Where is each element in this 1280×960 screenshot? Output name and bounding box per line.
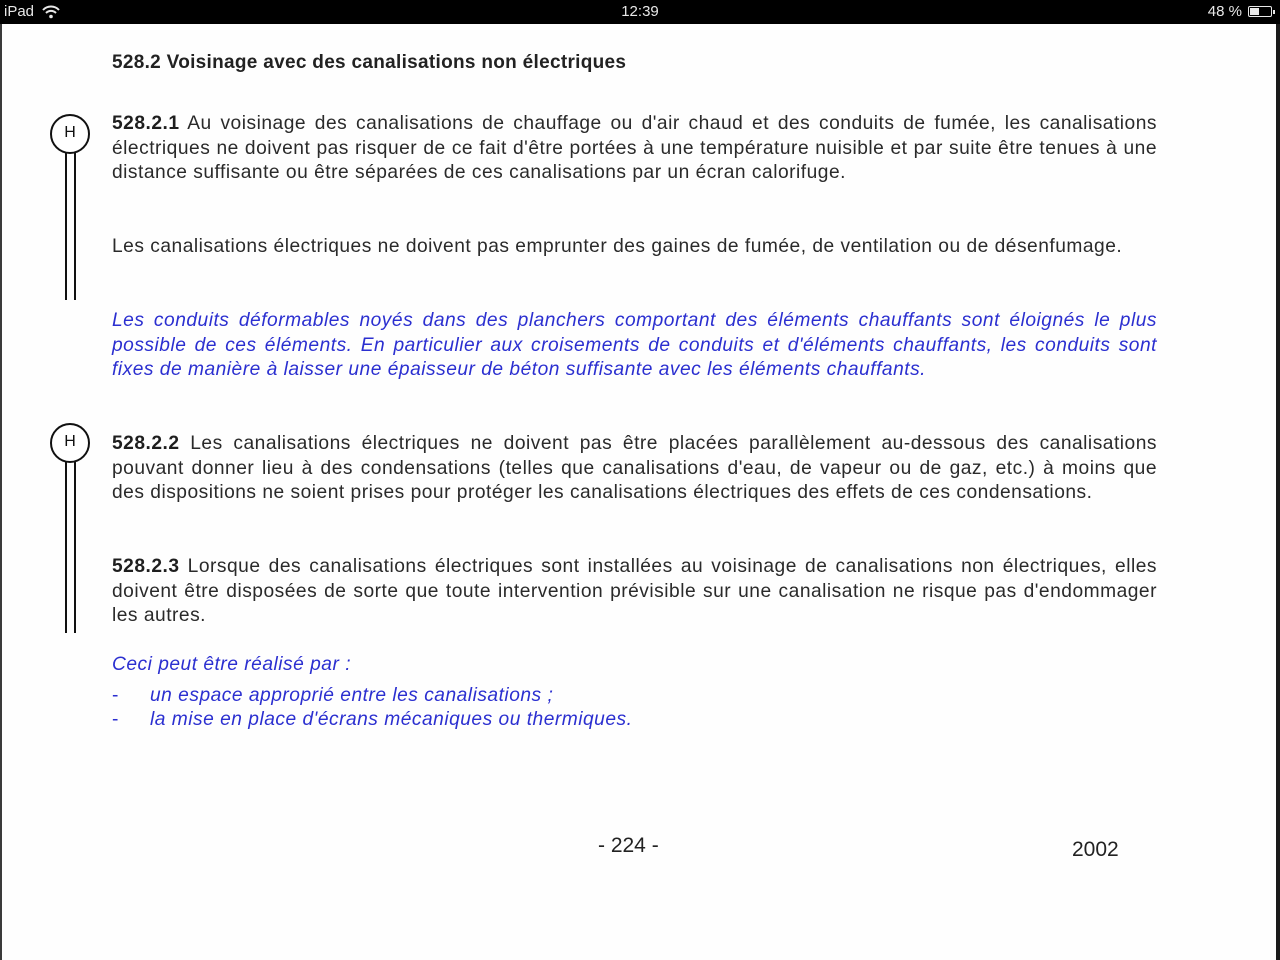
paragraph-ceci-blue: Ceci peut être réalisé par : [112, 654, 352, 675]
document-page[interactable] [2, 24, 1276, 960]
h-marker-1-line-right [74, 152, 76, 300]
h-marker-2-line-left [65, 461, 67, 633]
clause-number-528-2-3: 528.2.3 [112, 556, 180, 577]
list-dash: - [112, 685, 119, 706]
section-heading: 528.2 Voisinage avec des canalisations non électriques [112, 52, 627, 73]
status-right [1208, 3, 1272, 20]
h-marker-1-label: H [50, 114, 90, 154]
paragraph-528-2-3 [112, 555, 1157, 629]
clause-number-528-2-1: 528.2.1 [112, 113, 180, 134]
list-item-espace [112, 685, 553, 707]
paragraph-528-2-2 [112, 432, 1157, 506]
status-bar [0, 0, 1280, 24]
page-number: - 224 - [598, 834, 659, 857]
clause-text-528-2-3: Lorsque des canalisations électriques sont installées au voisinage de canalisations non électriques, elles doivent être disposées de sorte que toute intervention prévisible sur une canalisation ne risque pas d'endommager les autres. [112, 556, 1157, 627]
h-marker-1-line-left [65, 152, 67, 300]
document-year: 2002 [1072, 838, 1119, 861]
battery-percent: 48 % [1207, 3, 1242, 20]
h-marker-2-line-right [74, 461, 76, 633]
device-label: iPad [4, 3, 35, 20]
screen-edge-right [1276, 24, 1280, 960]
status-time: 12:39 [621, 3, 659, 20]
list-item-text: un espace approprié entre les canalisations ; [150, 685, 554, 706]
list-dash: - [112, 709, 119, 730]
paragraph-gaines: Les canalisations électriques ne doivent pas emprunter des gaines de fumée, de ventilation ou de désenfumage. [112, 236, 1123, 257]
battery-icon [1248, 6, 1272, 17]
h-marker-2-label: H [50, 423, 90, 463]
list-item-ecrans [112, 709, 632, 731]
paragraph-conduits-blue: Les conduits déformables noyés dans des planchers comportant des éléments chauffants sont éloignés le plus possible de ces éléments. En particulier aux croisements de conduits et d'éléments chauffants, les conduits sont fixes de manière à laisser une épaisseur de béton suffisante avec les éléments chauffants. [112, 310, 1157, 381]
clause-text-528-2-1: Au voisinage des canalisations de chauffage ou d'air chaud et des conduits de fumée, les canalisations électriques ne doivent pas risquer de ce fait d'être portées à une température nuisible et par suite être tenues à une distance suffisante ou être séparées de ces canalisations par un écran calorifuge. [112, 113, 1157, 184]
battery-fill [1250, 8, 1259, 15]
paragraph-528-2-1 [112, 112, 1157, 186]
clause-text-528-2-2: Les canalisations électriques ne doivent pas être placées parallèlement au-dessous des canalisations pouvant donner lieu à des condensations (telles que canalisations d'eau, de vapeur ou de gaz, etc.) à moins que des dispositions ne soient prises pour protéger les canalisations électriques des effets de ces condensations. [112, 433, 1157, 504]
list-item-text: la mise en place d'écrans mécaniques ou thermiques. [150, 709, 633, 730]
clause-number-528-2-2: 528.2.2 [112, 433, 180, 454]
